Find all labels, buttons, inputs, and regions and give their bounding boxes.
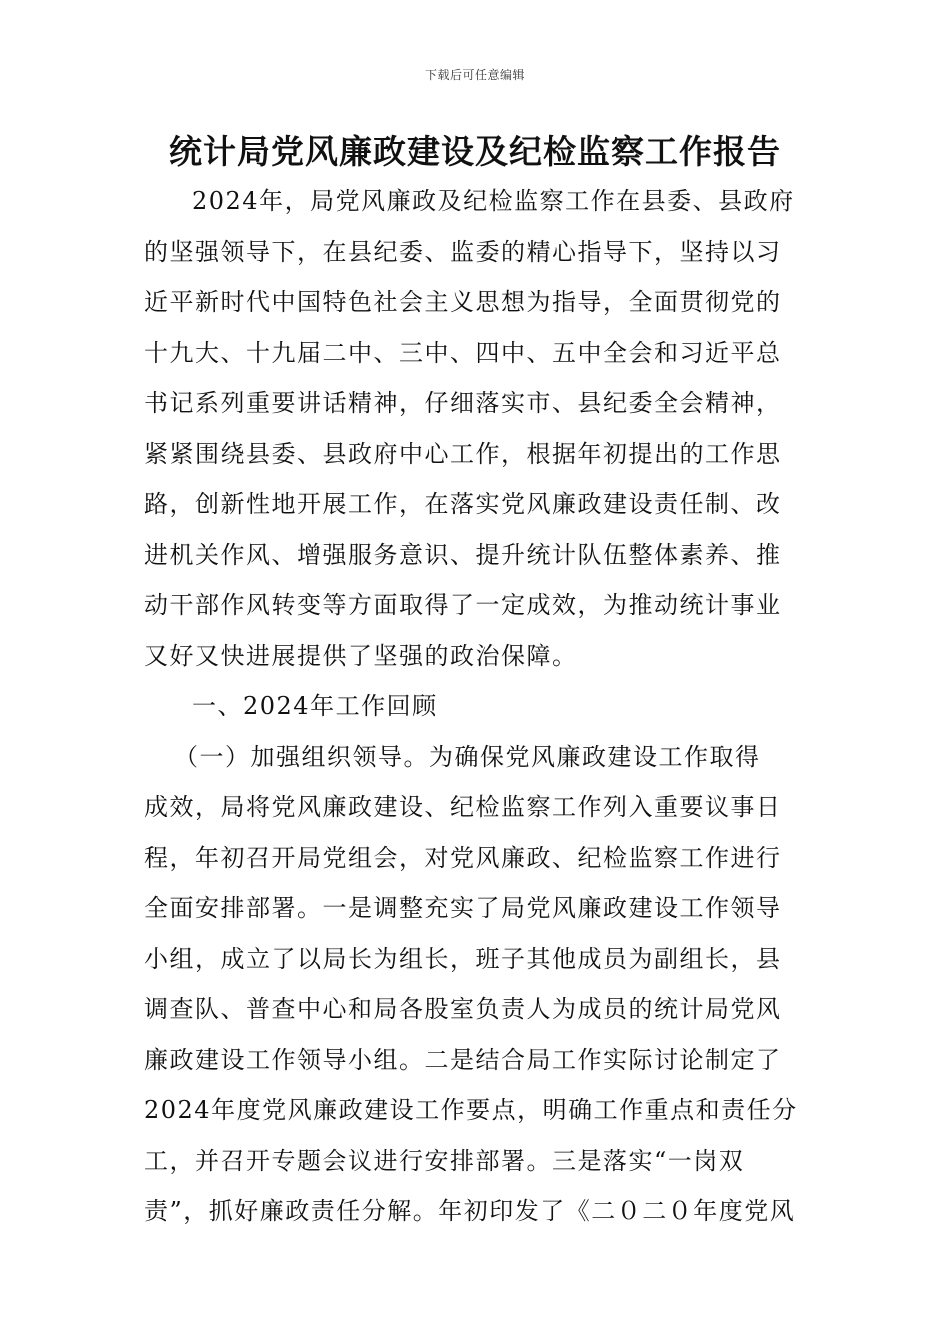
text-line: 廉政建设工作领导小组。二是结合局工作实际讨论制定了 <box>144 1045 782 1074</box>
text-line: 进机关作风、增强服务意识、提升统计队伍整体素养、推 <box>144 540 782 569</box>
text-line: 调查队、普查中心和局各股室负责人为成员的统计局党风 <box>144 995 782 1023</box>
text-line: 小组，成立了以局长为组长，班子其他成员为副组长，县 <box>144 944 782 973</box>
text-line: 成效，局将党风廉政建设、纪检监察工作列入重要议事日 <box>144 793 782 821</box>
text-line: 又好又快进展提供了坚强的政治保障。 <box>144 641 578 670</box>
text-line: 2024年，局党风廉政及纪检监察工作在县委、县政府 <box>192 187 795 215</box>
text-line: 路，创新性地开展工作，在落实党风廉政建设责任制、改 <box>144 490 782 518</box>
text-line: 的坚强领导下，在县纪委、监委的精心指导下，坚持以习 <box>144 237 782 266</box>
document-title: 统计局党风廉政建设及纪检监察工作报告 <box>169 132 781 171</box>
text-line: 责”，抓好廉政责任分解。年初印发了《二０二０年度党风 <box>144 1197 796 1225</box>
text-line: （一）加强组织领导。为确保党风廉政建设工作取得 <box>174 742 761 771</box>
text-line: 书记系列重要讲话精神，仔细落实市、县纪委全会精神， <box>144 389 782 417</box>
header-note: 下载后可任意编辑 <box>424 68 525 82</box>
text-line: 近平新时代中国特色社会主义思想为指导，全面贯彻党的 <box>144 288 782 316</box>
section-heading: 一、2024年工作回顾 <box>192 692 438 720</box>
text-line: 紧紧围绕县委、县政府中心工作，根据年初提出的工作思 <box>144 439 782 468</box>
text-line: 全面安排部署。一是调整充实了局党风廉政建设工作领导 <box>144 894 782 922</box>
text-line: 程，年初召开局党组会，对党风廉政、纪检监察工作进行 <box>144 843 782 872</box>
text-line: 动干部作风转变等方面取得了一定成效，为推动统计事业 <box>144 591 782 619</box>
document-body <box>144 176 808 1237</box>
text-line: 工，并召开专题会议进行安排部署。三是落实“一岗双 <box>144 1146 745 1175</box>
text-line: 十九大、十九届二中、三中、四中、五中全会和习近平总 <box>144 338 782 367</box>
text-line: 2024年度党风廉政建设工作要点，明确工作重点和责任分 <box>144 1096 798 1124</box>
